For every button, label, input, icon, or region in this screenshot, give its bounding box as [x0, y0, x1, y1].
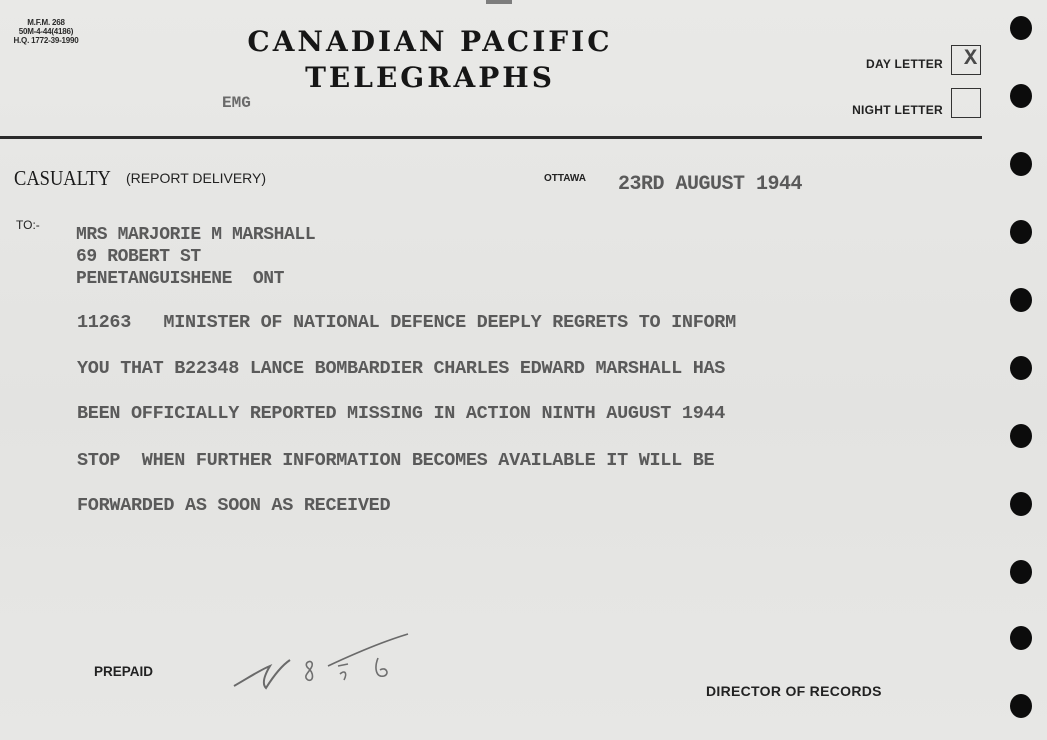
punch-hole-icon [1010, 626, 1032, 650]
message-line: 11263 MINISTER OF NATIONAL DEFENCE DEEPLY REGRETS TO INFORM [77, 312, 736, 333]
form-code: H.Q. 1772-39-1990 [13, 36, 79, 45]
operator-code: EMG [222, 94, 251, 112]
company-subtitle: TELEGRAPHS [305, 61, 555, 94]
to-label: TO:- [16, 218, 40, 232]
company-title: CANADIAN PACIFIC [247, 25, 613, 58]
punch-hole-icon [1010, 220, 1032, 244]
punch-hole-icon [1010, 288, 1032, 312]
punch-hole-icon [1010, 152, 1032, 176]
punch-hole-icon [1010, 16, 1032, 40]
check-mark-icon: X [964, 46, 978, 71]
message-date: 23RD AUGUST 1944 [618, 173, 803, 196]
category-note: (REPORT DELIVERY) [126, 170, 267, 186]
punch-hole-icon [1010, 424, 1032, 448]
top-tab-mark [486, 0, 512, 4]
punch-hole-icon [1010, 356, 1032, 380]
message-line: YOU THAT B22348 LANCE BOMBARDIER CHARLES EDWARD MARSHALL HAS [77, 358, 726, 379]
form-code: 50M-4-44(4186) [18, 27, 74, 36]
day-letter-checkbox[interactable] [951, 45, 981, 75]
form-codes [11, 18, 81, 45]
message-line: BEEN OFFICIALLY REPORTED MISSING IN ACTION NINTH AUGUST 1944 [77, 403, 726, 424]
header-divider [0, 136, 982, 139]
punch-hole-icon [1010, 492, 1032, 516]
form-code: M.F.M. 268 [27, 18, 65, 27]
handwritten-note-icon [228, 628, 418, 698]
recipient-street: 69 ROBERT ST [76, 247, 201, 267]
punch-hole-icon [1010, 694, 1032, 718]
day-letter-label: DAY LETTER [865, 57, 943, 71]
message-line: STOP WHEN FURTHER INFORMATION BECOMES AVAILABLE IT WILL BE [77, 450, 715, 471]
recipient-name: MRS MARJORIE M MARSHALL [76, 225, 316, 245]
night-letter-checkbox[interactable] [951, 88, 981, 118]
message-line: FORWARDED AS SOON AS RECEIVED [77, 495, 391, 516]
signature-line: DIRECTOR OF RECORDS [706, 683, 882, 699]
punch-hole-icon [1010, 84, 1032, 108]
origin-city: OTTAWA [544, 173, 587, 184]
recipient-city: PENETANGUISHENE ONT [76, 269, 285, 289]
prepaid-label: PREPAID [94, 664, 154, 679]
punch-hole-icon [1010, 560, 1032, 584]
category-label: CASUALTY [14, 166, 111, 190]
punch-holes [1008, 0, 1038, 740]
night-letter-label: NIGHT LETTER [852, 103, 943, 117]
